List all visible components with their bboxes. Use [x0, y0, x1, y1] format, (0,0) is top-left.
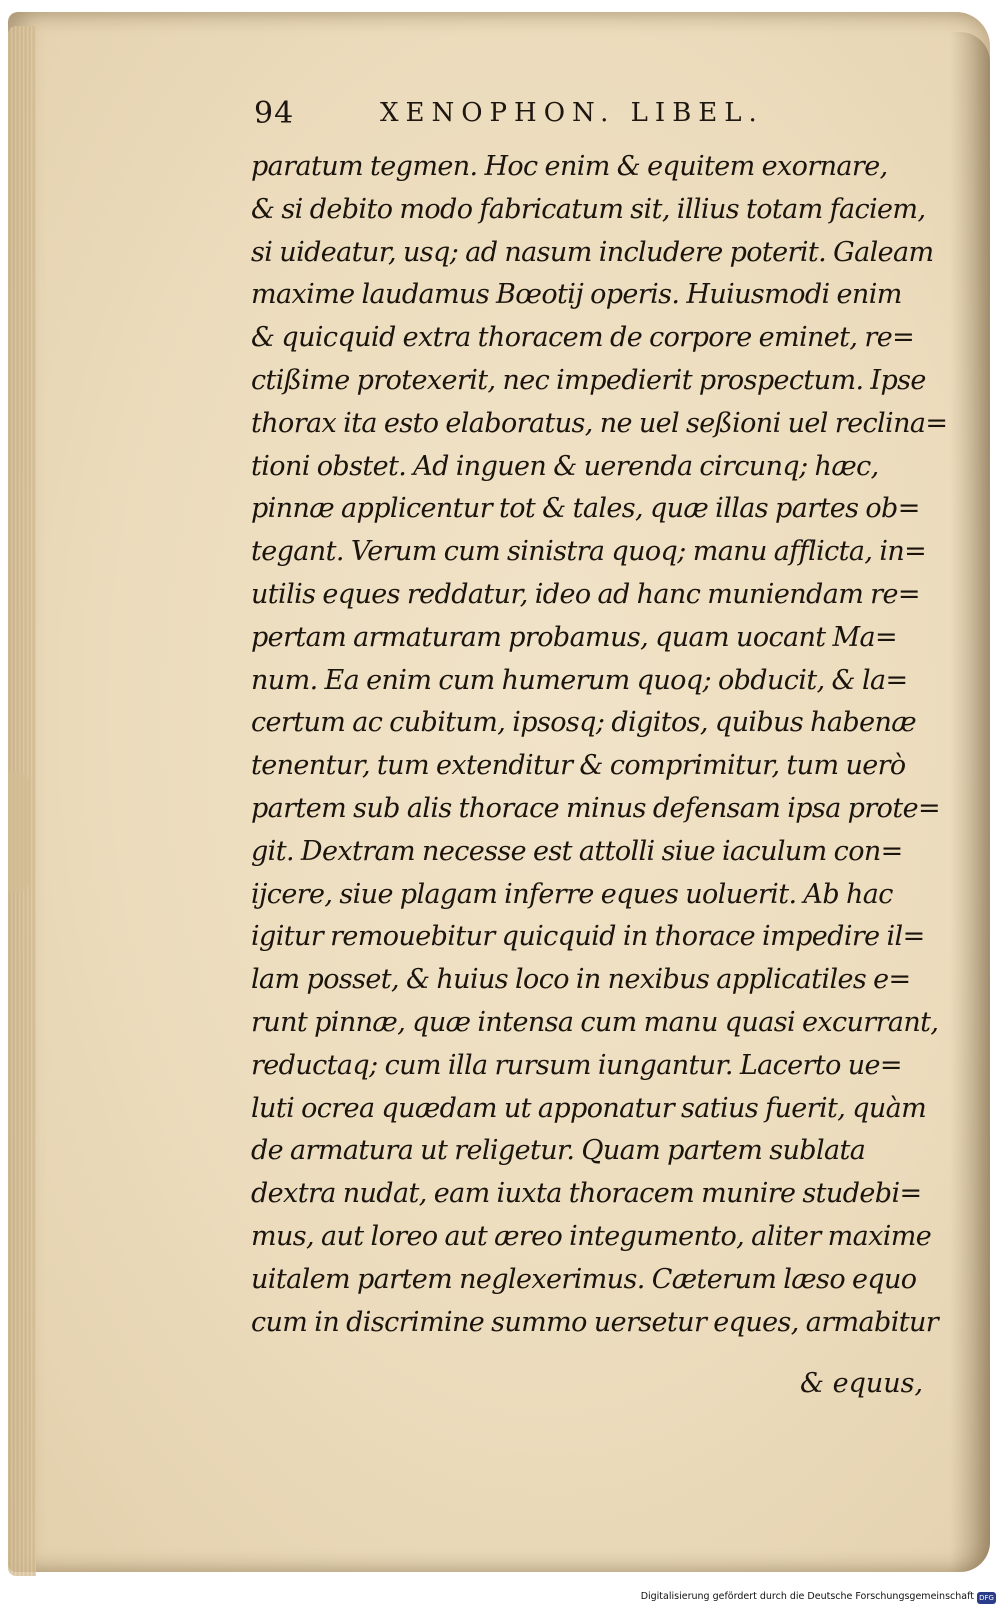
text-line: paratum tegmen. Hoc enim & equitem exornare, [251, 151, 888, 182]
page-gutter-shadow [950, 32, 990, 1572]
catchword: & equus, [800, 1368, 924, 1399]
text-line: & quicquid extra thoracem de corpore eminet, re= [251, 322, 915, 354]
text-line: & si debito modo fabricatum sit, illius totam faciem, [251, 193, 926, 225]
text-line: utilis eques reddatur, ideo ad hanc muniendam re= [251, 578, 920, 610]
text-line: num. Ea enim cum humerum quoq; obducit, & la= [251, 664, 908, 696]
text-line: tenentur, tum extenditur & comprimitur, tum uerò [251, 750, 906, 782]
footer-credit: Digitalisierung gefördert durch die Deutsche Forschungsgemeinschaft [640, 1591, 974, 1602]
text-line: certum ac cubitum, ipsosq; digitos, quibus habenæ [251, 707, 917, 739]
text-line: cum in discrimine summo uersetur eques, armabitur [251, 1306, 939, 1338]
text-line: si uideatur, usq; ad nasum includere poterit. Galeam [251, 236, 934, 268]
text-line: dextra nudat, eam iuxta thoracem munire studebi= [251, 1178, 922, 1210]
text-line: thorax ita esto elaboratus, ne uel seßioni uel reclina= [251, 407, 948, 439]
text-line: igitur remouebitur quicquid in thorace impedire il= [251, 921, 925, 953]
text-line: reductaq; cum illa rursum iungantur. Lacerto ue= [251, 1049, 902, 1081]
text-line: ctißime protexerit, nec impedierit prospectum. Ipse [251, 364, 926, 396]
text-line: pinnæ applicentur tot & tales, quæ illas partes ob= [251, 493, 920, 525]
text-line: lam posset, & huius loco in nexibus applicatiles e= [251, 964, 911, 996]
running-head: XENOPHON. LIBEL. [380, 98, 764, 128]
page-tab-mark [8, 772, 30, 892]
text-line: uitalem partem neglexerimus. Cæterum læso equo [251, 1263, 917, 1295]
text-line: partem sub alis thorace minus defensam ipsa prote= [251, 792, 940, 824]
text-line: runt pinnæ, quæ intensa cum manu quasi excurrant, [251, 1006, 939, 1038]
text-line: luti ocrea quædam ut apponatur satius fuerit, quàm [251, 1092, 927, 1124]
text-line: de armatura ut religetur. Quam partem sublata [251, 1135, 866, 1167]
text-line: maxime laudamus Bœotij operis. Huiusmodi enim [251, 279, 902, 311]
text-line: ijcere, siue plagam inferre eques uoluerit. Ab hac [251, 878, 893, 910]
text-line: mus, aut loreo aut æreo integumento, aliter maxime [251, 1220, 932, 1252]
text-line: git. Dextram necesse est attolli siue iaculum con= [251, 835, 903, 867]
text-line: tegant. Verum cum sinistra quoq; manu afflicta, in= [251, 536, 927, 568]
dfg-logo: DFG [977, 1592, 996, 1604]
text-line: pertam armaturam probamus, quam uocant Ma= [251, 621, 898, 653]
page-number: 94 [254, 96, 295, 131]
body-text [251, 146, 948, 1344]
page-header [254, 96, 814, 136]
text-line: tioni obstet. Ad inguen & uerenda circunq; hæc, [251, 450, 879, 482]
